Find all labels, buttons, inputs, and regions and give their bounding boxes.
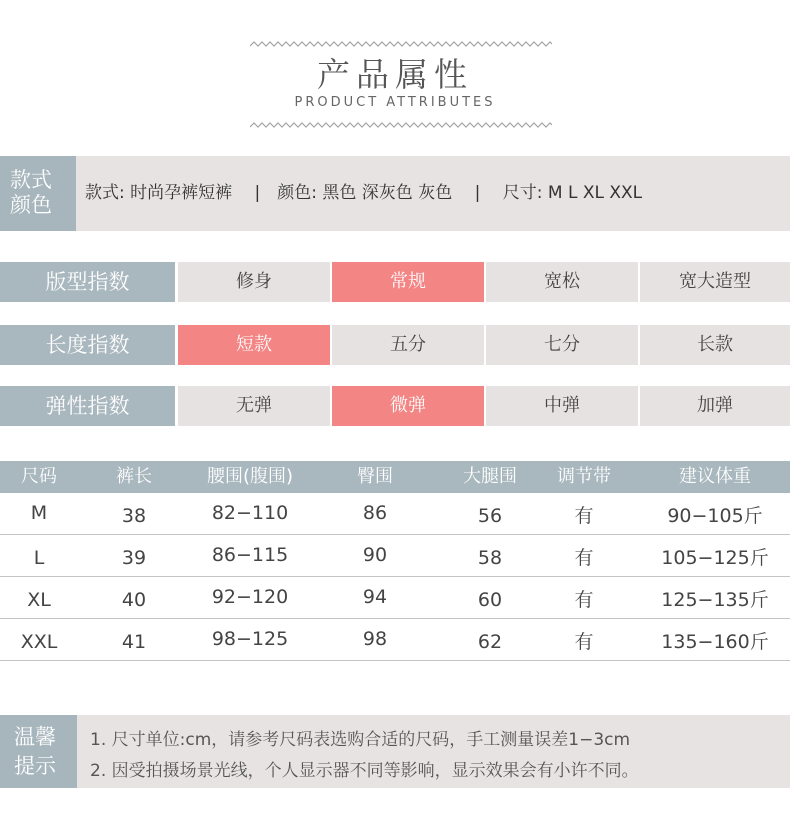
cell-size: XXL xyxy=(20,631,58,653)
fit-option-slim: 修身 xyxy=(178,262,330,302)
cell-length: 39 xyxy=(121,547,147,569)
length-index-row xyxy=(0,325,790,365)
cell-weight: 90−105斤 xyxy=(667,505,763,527)
cell-weight: 105−125斤 xyxy=(661,547,769,569)
elasticity-option-slight: 微弹 xyxy=(332,386,484,426)
table-row xyxy=(0,493,790,535)
cell-waist: 92−120 xyxy=(211,586,289,608)
style-label-line1: 款式 xyxy=(10,168,52,192)
fit-index-row xyxy=(0,262,790,302)
style-color-row xyxy=(0,156,790,231)
header-size: 尺码 xyxy=(21,466,57,487)
header-adjuster: 调节带 xyxy=(557,466,611,487)
page-subtitle: PRODUCT ATTRIBUTES xyxy=(294,95,496,110)
style-color-label xyxy=(0,156,76,231)
size-table xyxy=(0,461,790,661)
cell-thigh: 56 xyxy=(477,505,503,527)
elasticity-option-high: 加弹 xyxy=(640,386,790,426)
product-attributes-header xyxy=(0,0,790,140)
cell-length: 41 xyxy=(121,631,147,653)
cell-size: L xyxy=(33,547,45,569)
elasticity-index-row xyxy=(0,386,790,426)
cell-hip: 86 xyxy=(362,502,388,524)
header-waist: 腰围(腹围) xyxy=(206,466,294,487)
cell-thigh: 62 xyxy=(477,631,503,653)
cell-weight: 125−135斤 xyxy=(661,589,769,611)
fit-option-oversized: 宽大造型 xyxy=(640,262,790,302)
cell-adjuster: 有 xyxy=(574,631,594,653)
tips-line-2: 2. 因受拍摄场景光线，个人显示器不同等影响，显示效果会有小许不同。 xyxy=(90,761,639,781)
table-row xyxy=(0,535,790,577)
page-title: 产品属性 xyxy=(317,55,473,94)
length-option-short: 短款 xyxy=(178,325,330,365)
cell-adjuster: 有 xyxy=(574,589,594,611)
tips-box xyxy=(0,715,790,788)
tips-label-line1: 温馨 xyxy=(14,725,56,749)
cell-hip: 90 xyxy=(362,544,388,566)
cell-thigh: 60 xyxy=(477,589,503,611)
elasticity-index-label: 弹性指数 xyxy=(0,386,175,426)
length-index-label: 长度指数 xyxy=(0,325,175,365)
elasticity-option-medium: 中弹 xyxy=(486,386,638,426)
header-hip: 臀围 xyxy=(357,466,393,487)
cell-waist: 98−125 xyxy=(211,628,289,650)
elasticity-option-none: 无弹 xyxy=(178,386,330,426)
fit-option-regular: 常规 xyxy=(332,262,484,302)
length-option-long: 长款 xyxy=(640,325,790,365)
cell-length: 40 xyxy=(121,589,147,611)
cell-adjuster: 有 xyxy=(574,547,594,569)
cell-length: 38 xyxy=(121,505,147,527)
length-option-seven-tenths: 七分 xyxy=(486,325,638,365)
tips-label xyxy=(0,715,77,788)
style-color-text: 款式: 时尚孕裤短裤 | 颜色: 黑色 深灰色 灰色 | 尺寸: M L XL XXL xyxy=(85,183,643,203)
style-label-line2: 颜色 xyxy=(10,193,52,217)
cell-waist: 82−110 xyxy=(211,502,289,524)
cell-thigh: 58 xyxy=(477,547,503,569)
header-length: 裤长 xyxy=(116,466,152,487)
table-row xyxy=(0,577,790,619)
cell-adjuster: 有 xyxy=(574,505,594,527)
tips-line-1: 1. 尺寸单位:cm，请参考尺码表选购合适的尺码，手工测量误差1−3cm xyxy=(90,730,631,750)
cell-waist: 86−115 xyxy=(211,544,289,566)
header-thigh: 大腿围 xyxy=(463,466,517,487)
cell-hip: 98 xyxy=(362,628,388,650)
zigzag-divider-bottom xyxy=(250,121,552,129)
size-table-header xyxy=(0,461,790,493)
cell-weight: 135−160斤 xyxy=(661,631,769,653)
fit-index-label: 版型指数 xyxy=(0,262,175,302)
table-row xyxy=(0,619,790,661)
fit-option-loose: 宽松 xyxy=(486,262,638,302)
zigzag-divider-top xyxy=(250,40,552,48)
cell-size: XL xyxy=(27,589,51,611)
cell-size: M xyxy=(30,502,48,524)
length-option-half: 五分 xyxy=(332,325,484,365)
cell-hip: 94 xyxy=(362,586,388,608)
header-weight: 建议体重 xyxy=(679,466,751,487)
tips-label-line2: 提示 xyxy=(14,754,56,778)
